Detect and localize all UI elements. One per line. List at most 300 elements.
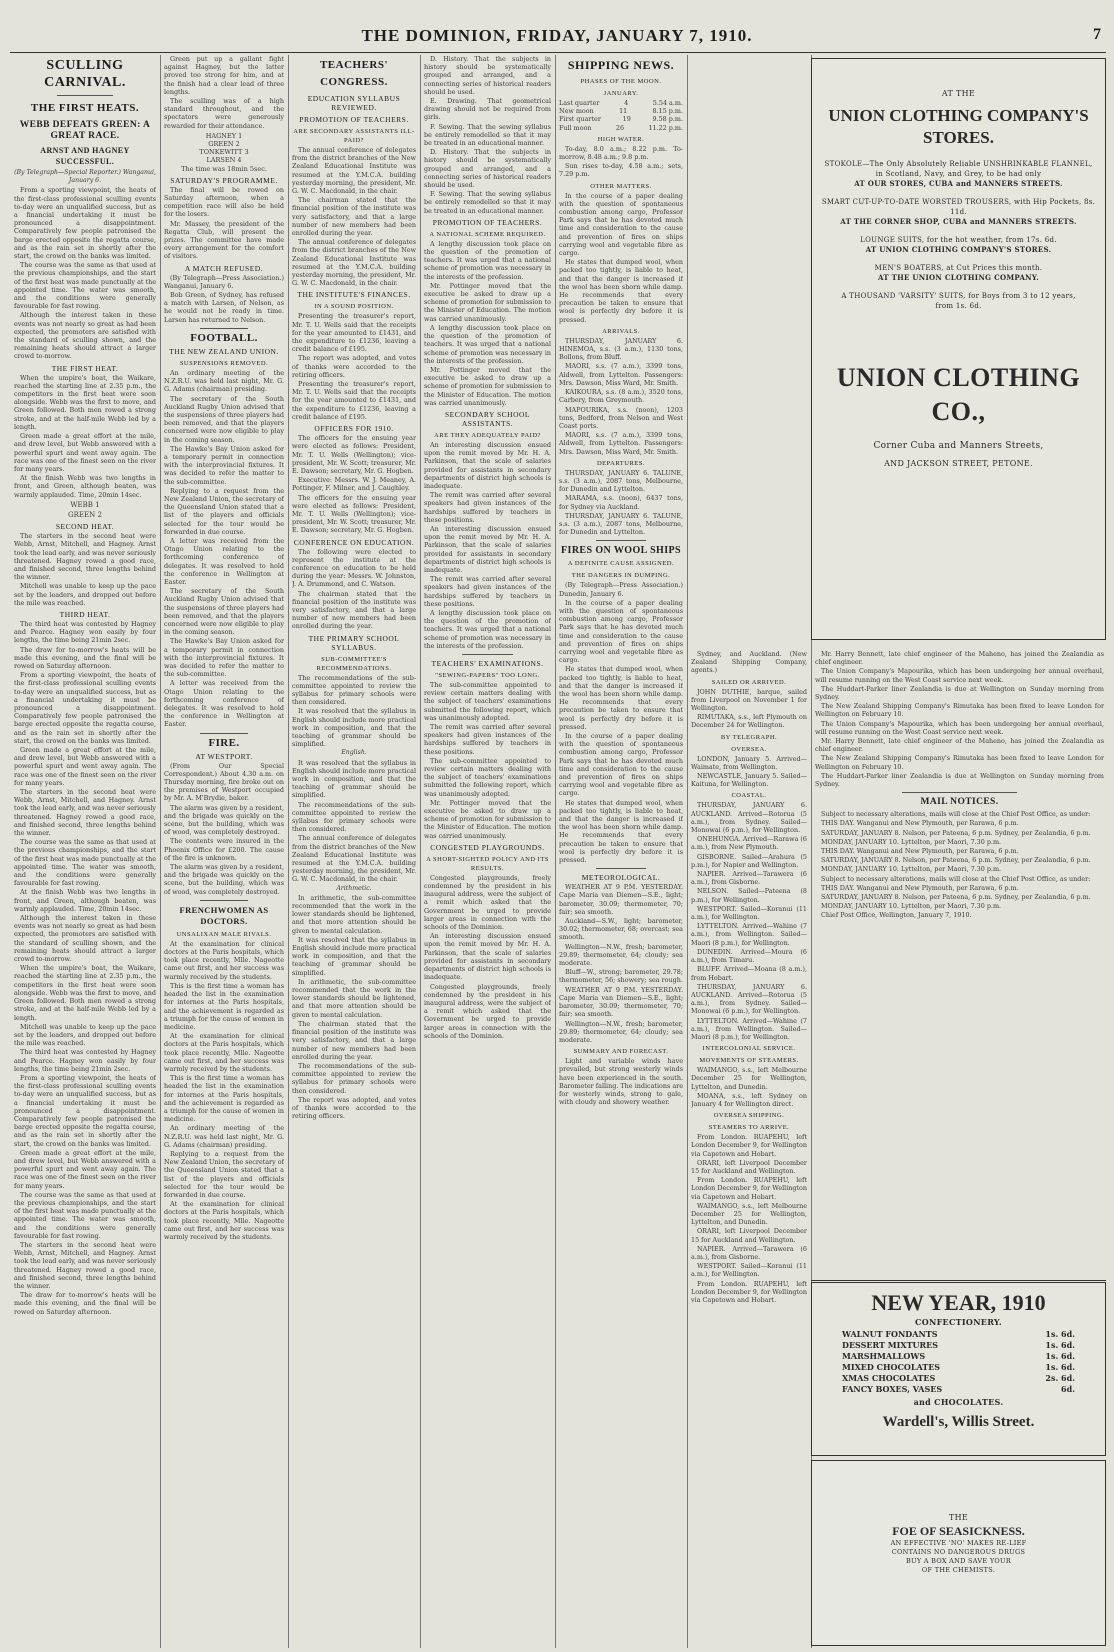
- article-paragraph: The Huddart-Parker liner Zealandia is due at Wellington on Sunday morning from Sydney.: [815, 684, 1104, 702]
- article-paragraph: It was resolved that the syllabus in English should include more practical work in composition, and that the teaching of grammar should be simplified.: [292, 707, 416, 749]
- shipping-entry: ONEHUNGA. Arrived—Rarawa (6 a.m.), from New Plymouth.: [691, 835, 807, 852]
- arithmetic-title: Arithmetic.: [336, 884, 372, 892]
- article-paragraph: The draw for to-morrow's heats will be made this evening, and the final will be rowed on Saturday afternoon.: [14, 645, 156, 670]
- article-paragraph: An interesting discussion ensued upon the remit moved by Mr. H. A. Parkinson, that the scale of salaries provided for assistants in secondary departments of district high schools is inadequate.: [424, 524, 551, 574]
- article-paragraph: The annual conference of delegates from the district branches of the New Zealand Educational Institute was resumed at the Y.M.C.A. building yesterday morning, the president, Mr. G. W. C. Macdonald, in the chair.: [292, 146, 416, 196]
- mail-entry: Subject to necessary alterations, mails will close at the Chief Post Office, as under:: [821, 874, 1091, 883]
- ad-address1: Corner Cuba and Manners Streets,: [873, 441, 1044, 451]
- article-paragraph: This is the first time a woman has headed the list in the examination for internes at the Paris hospitals, and the achievement is regarded as a triumph for the cause of women in medicine.: [164, 1074, 284, 1124]
- item-price: 2s. 6d.: [1045, 1373, 1075, 1383]
- meteor-title: METEOROLOGICAL.: [581, 873, 661, 883]
- officers-title: OFFICERS FOR 1910.: [314, 424, 394, 434]
- column-3: [292, 55, 416, 1648]
- item-name: WALNUT FONDANTS: [842, 1329, 938, 1339]
- article-paragraph: The New Zealand Shipping Company's Rimutaka has been fixed to leave London for Wellington on February 10.: [815, 754, 1104, 771]
- shipping-entry: WESTPORT. Sailed—Koranui (11 a.m.), for Wellington.: [691, 1262, 807, 1279]
- shipping-entry: ORARI, left Liverpool December 15 for Auckland and Wellington.: [691, 1158, 807, 1175]
- moon-day: 26: [615, 123, 625, 132]
- shipping-headline: SHIPPING NEWS.: [567, 58, 675, 72]
- article-paragraph: The sub-committee appointed to review certain matters dealing with the subject of teachers' examinations submitted the following report, which was unanimously adopted.: [424, 681, 551, 722]
- oversea-title: OVERSEA SHIPPING.: [713, 1112, 785, 1120]
- syllabus-title: THE PRIMARY SCHOOL SYLLABUS.: [308, 633, 400, 652]
- item-name: XMAS CHOCOLATES: [842, 1373, 936, 1383]
- article-paragraph: Congested playgrounds, freely condemned by the president in his inaugural address, were the subject of a remit which asked that the Government be urged to provide larger areas in connection with the schools of the Dominion.: [424, 982, 551, 1040]
- article-paragraph: A letter was received from the Otago Union relating to the forthcoming conference of delegates. It was resolved to hold the conference in Wellington at Easter.: [164, 536, 284, 586]
- article-paragraph: In the course of a paper dealing with the question of spontaneous combustion among cargo, Professor Park says that he has devoted much time and consideration to the cause and prevention of fires on ships carrying wool and vegetable fibre as cargo.: [559, 732, 683, 798]
- mail-entry: MONDAY, JANUARY 10. Lyttelton, per Maori, 7.30 p.m.: [821, 865, 1002, 874]
- article-paragraph: Mr. Harry Bennett, late chief engineer of the Maheno, has joined the Zealandia as chief engineer.: [815, 737, 1104, 754]
- article-paragraph: He states that dumped wool, when packed too tightly, is liable to heat, and that the danger is increased if the wool has been shorn while damp. He recommends that every precaution be taken to ensure that wool is perfectly dry before it is pressed.: [559, 798, 683, 865]
- shipping-entry: From London. RUAPEHU, left London December 9, for Wellington via Capetown and Hobart.: [691, 1133, 807, 1158]
- article-paragraph: From a sporting viewpoint, the heats of the first-class professional sculling events to-day were an unqualified success, but as a financial undertaking it must be pronounced a disappointment. Comparatively few people patronised the barge erected opposite the regatta course, and as the rain set in shortly after the start, the crowd on the banks was limited.: [14, 186, 156, 261]
- article-paragraph: The sub-committee appointed to review certain matters dealing with the subject of teachers' examinations submitted the following report, which was unanimously adopted.: [424, 756, 551, 798]
- article-paragraph: Mitchell was unable to keep up the pace set by the leaders, and dropped out before the mile was reached.: [14, 582, 156, 607]
- article-paragraph: Bob Green, of Sydney, has refused a match with Larsen, of Nelson, as he would not be ready in time. Larsen has returned to Nelson.: [164, 291, 284, 324]
- english-title: English.: [341, 749, 367, 757]
- ad-line: MEN'S BOATERS, at Cut Prices this month.: [874, 264, 1043, 272]
- column-rule: [160, 55, 161, 1648]
- weather-entry: Wellington—N.W., fresh; barometer, 29.89; thermometer, 64; cloudy; sea moderate.: [559, 1019, 683, 1044]
- article-paragraph: Replying to a request from the New Zealand Union, the secretary of the Queensland Union stated that a list of the players and officials selected for the tour would be forwarded in due course.: [164, 1149, 284, 1199]
- coastal-title: COASTAL.: [731, 792, 767, 800]
- article-paragraph: At the examination for clinical doctors at the Paris hospitals, which took place recently, Mlle. Nageotte came out first, and her success was warmly received by the students.: [164, 1200, 284, 1241]
- moon-row: [559, 115, 683, 123]
- column-1: [14, 55, 156, 1648]
- moon-time: 5.54 a.m.: [652, 99, 683, 107]
- refused-title: A MATCH REFUSED.: [184, 263, 264, 273]
- shipping-entry: MOANA, s.s., left Sydney on January 4 for Wellington direct.: [691, 1091, 807, 1108]
- mail-entry: MONDAY, JANUARY 10. Lyttelton, per Maori, 7.30 p.m.: [821, 902, 1002, 911]
- mail-entry: THIS DAY. Wanganui and New Plymouth, per Rarawa, 6 p.m.: [821, 819, 1019, 828]
- article-paragraph: The third heat was contested by Hagney and Pearce. Hagney won easily by four lengths, the time being 21min 2sec.: [14, 1048, 156, 1073]
- union-clothing-ad: [811, 58, 1106, 640]
- article-paragraph: The third heat was contested by Hagney and Pearce. Hagney won easily by four lengths, the time being 21min 2sec.: [14, 619, 156, 645]
- article-paragraph: The draw for to-morrow's heats will be made this evening, and the final will be rowed on Saturday afternoon.: [14, 1291, 156, 1316]
- column-4: [424, 55, 551, 1648]
- article-paragraph: The Union Company's Mapourika, which has been undergoing her annual overhaul, will resume running on the West Coast service next week.: [815, 719, 1104, 736]
- shipping-entry: LYTTELTON. Arrived—Wahine (7 a.m.), from Wellington. Sailed—Maori (8 p.m.), for Wellington.: [691, 1016, 807, 1041]
- article-paragraph: The sculling was of a high standard throughout, and the spectators were generously rewarded for their attendance.: [164, 97, 284, 130]
- article-paragraph: The recommendations of the sub-committee appointed to review the syllabus for primary schools were then considered.: [292, 1061, 416, 1095]
- shipping-entry: THURSDAY, JANUARY 6. TALUNE, s.s. (3 a.m.), 2087 tons, Melbourne, for Dunedin and Lyttelton.: [559, 511, 683, 537]
- foe-line: CONTAINS NO DANGEROUS DRUGS: [891, 1548, 1026, 1556]
- article-paragraph: It was resolved that the syllabus in English should include more practical work in composition, and that the teaching of grammar should be simplified.: [292, 758, 416, 800]
- result-line: TONKEWITT 3: [199, 148, 249, 157]
- foe-line: OF THE CHEMISTS.: [921, 1566, 996, 1574]
- article-paragraph: The starters in the second heat were Webb, Arnst, Mitchell, and Hagney. Arnst took the lead early, and was never seriously threatened. Hagney rowed a good race, and finished second, three lengths behind the winner.: [14, 788, 156, 838]
- shipping-entry: From London. RUAPEHU, left London December 9, for Wellington via Capetown and Hobart.: [691, 1176, 807, 1201]
- football-sub: THE NEW ZEALAND UNION.: [169, 346, 279, 356]
- sailed-title: SAILED OR ARRIVED.: [711, 678, 787, 686]
- article-paragraph: An ordinary meeting of the N.Z.R.U. was held last night, Mr. G. G. Adams (chairman) presiding.: [164, 368, 284, 394]
- article-paragraph: Replying to a request from the New Zealand Union, the secretary of the Queensland Union stated that a list of the players and officials selected for the tour would be forwarded in due course.: [164, 486, 284, 536]
- article-paragraph: When the umpire's boat, the Waikare, reached the starting line at 2.35 p.m., the competitors in the first heat were soon alongside. Webb was the first to move, and Green followed. Both men rowed a strong stroke, and at the half-mile Webb led by a length.: [14, 373, 156, 431]
- article-paragraph: Mr. Harry Bennett, late chief engineer of the Maheno, has joined the Zealandia as chief engineer.: [815, 650, 1104, 667]
- shipping-entry: ORARI, left Liverpool December 15 for Auckland and Wellington.: [691, 1227, 807, 1244]
- moon-day: 19: [622, 115, 631, 124]
- teachers-sub2: PROMOTION OF TEACHERS.: [299, 115, 409, 124]
- high-water-title: HIGH WATER.: [597, 135, 645, 143]
- article-paragraph: (By Telegraph—Press Association.) Wanganui, January 6.: [164, 273, 284, 290]
- article-paragraph: The contents were insured in the Phoenix Office for £200. The cause of the fire is unknown.: [164, 837, 284, 862]
- article-paragraph: Mr. Pottinger moved that the executive be asked to draw up a scheme of promotion for submission to the Minister of Education. The motion was carried unanimously.: [424, 365, 551, 407]
- secondary-title: SECONDARY SCHOOL ASSISTANTS.: [444, 409, 531, 428]
- shipping-entry: THURSDAY, JANUARY 6. HINEMOA, s.s. (3 a.m.), 1130 tons, Bollons, from Bluff.: [559, 336, 683, 362]
- doctors-sub: UNSALIXAN MALE RIVALS.: [176, 930, 272, 938]
- article-paragraph: The recommendations of the sub-committee appointed to review the syllabus for primary schools were then considered.: [292, 673, 416, 707]
- item-name: DESSERT MIXTURES: [842, 1340, 939, 1350]
- item-price: 1s. 6d.: [1045, 1329, 1075, 1339]
- ny-sub: CONFECTIONERY.: [915, 1317, 1002, 1327]
- shipping-entry: LYTTELTON. Arrived—Wahine (7 a.m.), from Wellington. Sailed—Maori (8 p.m.), for Wellington.: [691, 922, 807, 947]
- article-paragraph: The alarm was given by a resident, and the brigade was quickly on the scene, but the building, which was of wood, was completely destroyed.: [164, 863, 284, 896]
- article-paragraph: In the course of a paper dealing with the question of spontaneous combustion among cargo, Professor Park says that he has devoted much time and consideration to the cause and prevention of fires on ships carrying wool and vegetable fibre as cargo.: [559, 598, 683, 665]
- article-paragraph: The Union Company's Mapourika, which has been undergoing her annual overhaul, will resume running on the West Coast service next week.: [815, 667, 1104, 684]
- secondary-sub: ARE THEY ADEQUATELY PAID?: [434, 431, 541, 439]
- article-paragraph: From a sporting viewpoint, the heats of the first-class professional sculling events to-day were an unqualified success, but as a financial undertaking it must be pronounced a disappointment. Comparatively few people patronised the barge erected opposite the regatta course, and as the rain set in shortly after the start, the crowd on the banks was limited.: [14, 671, 156, 745]
- moon-row: [559, 124, 683, 132]
- article-paragraph: The starters in the second heat were Webb, Arnst, Mitchell, and Hagney. Arnst took the lead early, and was never seriously threatened. Hagney rowed a good race, and finished second, three lengths behind the winner.: [14, 1240, 156, 1290]
- telegraph-title: BY TELEGRAPH.: [720, 733, 778, 741]
- article-paragraph: The report was adopted, and votes of thanks were accorded to the retiring officers.: [292, 1095, 416, 1121]
- shipping-entry: NEWCASTLE, January 5. Sailed—Kaituna, for Wellington.: [691, 772, 807, 789]
- playgrounds-sub: A SHORT-SIGHTED POLICY AND ITS RESULTS.: [426, 855, 549, 872]
- article-paragraph: An ordinary meeting of the N.Z.R.U. was held last night, Mr. G. G. Adams (chairman) presiding.: [164, 1124, 284, 1149]
- teachers-headline: TEACHERS' CONGRESS.: [319, 59, 389, 88]
- article-paragraph: An interesting discussion ensued upon the remit moved by Mr. H. A. Parkinson, that the scale of salaries provided for assistants in secondary departments of district high schools is inadequate.: [424, 440, 551, 490]
- article-paragraph: The remit was carried after several speakers had given instances of the hardships suffered by teachers in these positions.: [424, 491, 551, 524]
- ny-note: and CHOCOLATES.: [913, 1397, 1004, 1407]
- article-paragraph: When the umpire's boat, the Waikare, reached the starting line at 2.35 p.m., the competitors in the first heat were soon alongside. Webb was the first to move, and Green followed. Both men rowed a strong stroke, and at the half-mile Webb led by a length.: [14, 964, 156, 1022]
- article-paragraph: The secretary of the South Auckland Rugby Union advised that the suspensions of three players had been removed, and that the players concerned were now eligible to play in the coming season.: [164, 394, 284, 444]
- article-paragraph: Mitchell was unable to keep up the pace set by the leaders, and dropped out before the mile was reached.: [14, 1022, 156, 1048]
- mail-entry: MONDAY, JANUARY 10. Lyttelton, per Maori, 7.30 p.m.: [821, 837, 1002, 846]
- article-paragraph: (By Telegraph—Press Association.) Dunedin, January 6.: [559, 581, 683, 598]
- price-row: [842, 1384, 1075, 1395]
- article-paragraph: At the finish Webb was two lengths in front, and Green, although beaten, was warmly applauded. Time, 20min 14sec.: [14, 888, 156, 913]
- third-heat-title: THIRD HEAT.: [59, 609, 111, 619]
- price-row: [842, 1373, 1075, 1384]
- ad-line: A THOUSAND 'VARSITY' SUITS, for Boys from 3 to 12 years, from 1s. 6d.: [841, 292, 1076, 310]
- result-line: HAGNEY 1: [205, 131, 243, 140]
- article-paragraph: The remit was carried after several speakers had given instances of the hardships suffered by teachers in these positions.: [424, 575, 551, 608]
- foe-title: FOE OF SEASICKNESS.: [892, 1524, 1025, 1538]
- ad-line: AT THE CORNER SHOP, CUBA and MANNERS STREETS.: [840, 217, 1077, 226]
- article-paragraph: At the examination for clinical doctors at the Paris hospitals, which took place recently, Mlle. Nageotte came out first, and her success was warmly received by the students.: [164, 939, 284, 981]
- shipping-entry: MAPOURIKA, s.s. (noon), 1203 tons, Bedford, from Nelson and West Coast ports.: [559, 405, 683, 430]
- ny-price-list: [812, 1327, 1105, 1397]
- article-paragraph: The remit was carried after several speakers had given instances of the hardships suffered by teachers in these positions.: [424, 723, 551, 756]
- result-line: WEBB 1: [70, 500, 100, 509]
- article-paragraph: From a sporting viewpoint, the heats of the first-class professional sculling events to-day were an unqualified success, but as a financial undertaking it must be pronounced a disappointment. Comparatively few people patronised the barge erected opposite the regatta course, and as the rain set in shortly after the start, the crowd on the banks was limited.: [14, 1073, 156, 1148]
- result-line: LARSEN 4: [206, 156, 242, 165]
- price-row: [842, 1362, 1075, 1373]
- ad-line: AT THE UNION CLOTHING COMPANY.: [877, 273, 1040, 282]
- moon-day: 4: [624, 99, 629, 107]
- moon-phase: New moon: [559, 107, 594, 116]
- item-name: MARSHMALLOWS: [842, 1351, 926, 1361]
- ad-address2: AND JACKSON STREET, PETONE.: [884, 459, 1033, 468]
- article-paragraph: Although the interest taken in these events was not nearly so great as had been expected, the promoters are satisfied with the standard of sculling shown, and the remaining heats should attract a larger crowd to-morrow.: [14, 914, 156, 964]
- moon-phase: Full moon: [559, 123, 592, 132]
- shipping-entry: WAIMANGO, s.s., left Melbourne December 25 for Wellington, Lyttelton, and Dunedin.: [691, 1201, 807, 1227]
- weather-entry: WEATHER AT 9 P.M. YESTERDAY. Cape Maria van Diemen—S.E., light; barometer, 30.09; thermometer, 70; fair; sea smooth.: [559, 985, 683, 1019]
- shipping-entry: Sydney, and Auckland. (New Zealand Shipping Company, agents.): [691, 650, 807, 675]
- weather-entry: Auckland—S.W., light; barometer, 30.02; thermometer, 68; overcast; sea smooth.: [559, 917, 683, 942]
- ad-line: STOKOLE—The Only Absolutely Reliable UNSHRINKABLE FLANNEL, in Scotland, Navy, and Grey, to be had only: [824, 160, 1093, 178]
- article-paragraph: The final will be rowed on Saturday afternoon, when a competition race will also be held for the losers.: [164, 185, 284, 219]
- forecast-title: SUMMARY AND FORECAST.: [573, 1048, 669, 1056]
- article-paragraph: The chairman stated that the financial position of the institute was very satisfactory, and that a large number of new members had been enrolled during the year.: [292, 196, 416, 238]
- movements-title: MOVEMENTS OF STEAMERS.: [699, 1057, 799, 1065]
- article-paragraph: The course was the same as that used at the previous championships, and the start of the first heat was made punctually at the appointed time. The water was smooth, and the conditions were generally favourable for fast rowing.: [14, 1190, 156, 1240]
- article-paragraph: Presenting the treasurer's report, Mr. T. U. Wells said that the receipts for the year amounted to £1431, and the expenditure to £1236, leaving a credit balance of £195.: [292, 312, 416, 354]
- foe-the: THE: [948, 1513, 969, 1522]
- oversea-sub: STEAMERS TO ARRIVE.: [708, 1124, 790, 1132]
- weather-entry: Bluff—W., strong; barometer, 29.78; thermometer, 56; showery; sea rough.: [559, 968, 683, 985]
- article-paragraph: Executive: Messrs. W. J. Meaney, A. Pottinger, F. Milner, and J. Caughley.: [292, 476, 416, 493]
- matters-title: OTHER MATTERS.: [590, 182, 652, 190]
- fires-sub2: THE DANGERS IN DUMPING.: [571, 572, 671, 580]
- column-rule: [420, 55, 421, 1648]
- arrivals-title: ARRIVALS.: [602, 327, 640, 335]
- article-paragraph: F. Sewing. That the sewing syllabus be entirely remodelled so that it may be treated in an educational manner.: [424, 190, 551, 215]
- result-line: GREEN 2: [208, 140, 240, 149]
- page-number: 7: [1093, 26, 1102, 43]
- article-paragraph: It was resolved that the syllabus in English should include more practical work in composition, and that the teaching of grammar should be simplified.: [292, 935, 416, 977]
- fires-sub: A DEFINITE CAUSE ASSIGNED.: [567, 560, 675, 568]
- article-paragraph: He states that dumped wool, when packed too tightly, is liable to heat, and that the danger is increased if the wool has been shorn while damp. He recommends that every precaution be taken to ensure that wool is perfectly dry before it is pressed.: [559, 258, 683, 324]
- article-paragraph: Green put up a gallant fight against Hagney, but the latter proved too strong for him, and at the finish had a clear lead of three lengths.: [164, 55, 284, 96]
- second-heat-title: SECOND HEAT.: [55, 522, 115, 532]
- article-paragraph: The starters in the second heat were Webb, Arnst, Mitchell, and Hagney. Arnst took the lead early, and was never seriously threatened. Hagney rowed a good race, and finished second, three lengths behind the winner.: [14, 532, 156, 582]
- masthead-title: THE DOMINION, FRIDAY, JANUARY 7, 1910.: [361, 26, 753, 45]
- finances-title: THE INSTITUTE'S FINANCES.: [297, 290, 411, 300]
- article-paragraph: The annual conference of delegates from the district branches of the New Zealand Educational Institute was resumed at the Y.M.C.A. building yesterday morning, the president, Mr. G. W. C. Macdonald, in the chair.: [292, 834, 416, 884]
- masthead-rule: [10, 52, 1106, 53]
- item-price: 1s. 6d.: [1045, 1351, 1075, 1361]
- article-paragraph: In the course of a paper dealing with the question of spontaneous combustion among cargo, Professor Park says that he has devoted much time and consideration to the cause and prevention of fires on ships carrying wool and vegetable fibre as cargo.: [559, 191, 683, 258]
- article-paragraph: The Hawke's Bay Union asked for a temporary permit in connection with the interprovincial fixtures. It was decided to refer the matter to the sub-committee.: [164, 637, 284, 679]
- fire-title: FIRE.: [208, 736, 240, 749]
- price-row: [842, 1329, 1075, 1340]
- article-paragraph: The officers for the ensuing year were elected as follows: President, Mr. T. U. Wells (Wellington); vice-president, Mr. W. Scott; treasurer, Mr. E. Dawson; secretary, Mr. G. Hogben.: [292, 434, 416, 475]
- shipping-entry: THURSDAY, JANUARY 6. AUCKLAND. Arrived—Rotorua (5 a.m.), from Sydney. Sailed—Monowai (6 p.m.), for Wellington.: [691, 801, 807, 835]
- article-paragraph: Green made a great effort at the mile, and drew level, but Webb answered with a powerful spurt and went away again. The race was one of the finest seen on the river for many years.: [14, 1148, 156, 1190]
- article-paragraph: Mr. Massey, the president of the Regatta Club, will present the prizes. The committee have made every arrangement for the comfort of visitors.: [164, 219, 284, 261]
- article-paragraph: Green made a great effort at the mile, and drew level, but Webb answered with a powerful spurt and went away again. The race was one of the finest seen on the river for many years.: [14, 432, 156, 473]
- shipping-entry: NAPIER. Arrived—Tarawera (6 a.m.), from Gisborne.: [691, 1244, 807, 1261]
- article-paragraph: Mr. Pottinger moved that the executive be asked to draw up a scheme of promotion for submission to the Minister of Education. The motion was carried unanimously.: [424, 281, 551, 323]
- ad-at-the: AT THE: [941, 89, 976, 98]
- shipping-entry: From London. RUAPEHU, left London December 9, for Wellington via Capetown and Hobart.: [691, 1279, 807, 1304]
- intercolonial-title: INTERCOLONIAL SERVICE.: [702, 1045, 796, 1053]
- shipping-entry: MAORI, s.s. (7 a.m.), 3399 tons, Aldwell, from Lyttelton. Passengers: Mrs. Dawson, Miss Ward, Mr. Smith.: [559, 362, 683, 387]
- seasickness-ad: [811, 1460, 1106, 1646]
- shipping-entry: NAPIER. Arrived—Tarawera (6 a.m.), from Gisborne.: [691, 870, 807, 887]
- departures-title: DEPARTURES.: [596, 459, 646, 467]
- mail-entry: THIS DAY. Wanganui and New Plymouth, per Rarawa, 6 p.m.: [821, 847, 1019, 856]
- article-paragraph: In arithmetic, the sub-committee recommended that the work in the lower standards should be lightened, and that more attention should be given to mental calculation.: [292, 977, 416, 1019]
- moon-row: [559, 99, 683, 107]
- moon-time: 9.58 p.m.: [652, 115, 683, 124]
- article-paragraph: The chairman stated that the financial position of the institute was very satisfactory, and that a large number of new members had been enrolled during the year.: [292, 589, 416, 631]
- new-year-ad: [811, 1282, 1106, 1456]
- shipping-entry: MAORI, s.s. (7 a.m.), 3399 tons, Aldwell, from Lyttelton. Passengers: Mrs. Dawson, Miss Ward, Mr. Smith.: [559, 431, 683, 456]
- fires-headline: FIRES ON WOOL SHIPS: [561, 545, 681, 557]
- article-paragraph: The alarm was given by a resident, and the brigade was quickly on the scene, but the building, which was of wood, was completely destroyed.: [164, 803, 284, 837]
- football-title: FOOTBALL.: [190, 331, 258, 344]
- football-sub2: SUSPENSIONS REMOVED.: [179, 359, 269, 367]
- column-rule: [555, 55, 556, 1648]
- column-5: [559, 55, 683, 1648]
- article-paragraph: D. History. That the subjects in history should be systematically grouped and arranged, and a connecting series of historical readers should be used.: [424, 148, 551, 190]
- teachers-sub3: ARE SECONDARY ASSISTANTS ILL-PAID?: [293, 128, 415, 144]
- shipping-entry: WAIMANGO, s.s., left Melbourne December 25 for Wellington, Lyttelton, and Dunedin.: [691, 1066, 807, 1091]
- item-price: 1s. 6d.: [1045, 1340, 1075, 1350]
- shipping-entry: KAIKOURA, s.s. (8 a.m.), 3520 tons, Carbery, from Greymouth.: [559, 388, 683, 405]
- article-paragraph: In arithmetic, the sub-committee recommended that the work in the lower standards should be lightened, and that more attention should be given to mental calculation.: [292, 893, 416, 935]
- masthead: [0, 26, 1114, 48]
- ad-company: UNION CLOTHING CO.,: [836, 363, 1081, 426]
- result-time: The time was 18min 5sec.: [181, 164, 267, 173]
- article-paragraph: A letter was received from the Otago Union relating to the forthcoming conference of delegates. It was resolved to hold the conference in Wellington at Easter.: [164, 679, 284, 729]
- moon-day: 11: [619, 107, 628, 116]
- exams-title: TEACHERS' EXAMINATIONS.: [431, 659, 544, 668]
- article-paragraph: An interesting discussion ensued upon the remit moved by Mr. H. A. Parkinson, that the scale of salaries provided for assistants in secondary departments of district high schools is inadequate.: [424, 932, 551, 982]
- price-row: [842, 1340, 1075, 1351]
- first-heat-title: THE FIRST HEAT.: [51, 363, 119, 373]
- mail-entry: SATURDAY, JANUARY 8. Nelson, per Pateena, 6 p.m. Sydney, per Zealandia, 6 p.m.: [821, 828, 1091, 837]
- item-price: 6d.: [1061, 1384, 1075, 1394]
- arnst-subhead: ARNST AND HAGNEY SUCCESSFUL.: [40, 146, 130, 166]
- article-paragraph: The report was adopted, and votes of thanks were accorded to the retiring officers.: [292, 354, 416, 379]
- sun-times: Sun rises to-day, 4.58 a.m.; sets, 7.29 p.m.: [559, 162, 683, 179]
- item-price: 1s. 6d.: [1045, 1362, 1075, 1372]
- mail-entry: Subject to necessary alterations, mails will close at the Chief Post Office, as under:: [821, 810, 1091, 819]
- article-paragraph: The course was the same as that used at the previous championships, and the start of the first heat was made punctually at the appointed time. The water was smooth, and the conditions were generally favourable for fast rowing.: [14, 838, 156, 888]
- foe-line: AN EFFECTIVE 'NO' MAKES RE-LIEF: [890, 1539, 1027, 1547]
- article-paragraph: At the examination for clinical doctors at the Paris hospitals, which took place recently, Mlle. Nageotte came out first, and her success was warmly received by the students.: [164, 1032, 284, 1073]
- doctors-title: FRENCHWOMEN AS DOCTORS.: [179, 904, 269, 926]
- item-name: MIXED CHOCOLATES: [842, 1362, 941, 1372]
- playgrounds-title: CONGESTED PLAYGROUNDS.: [430, 842, 545, 852]
- fire-sub: AT WESTPORT.: [195, 751, 253, 761]
- article-paragraph: The New Zealand Shipping Company's Rimutaka has been fixed to leave London for Wellington on February 10.: [815, 702, 1104, 719]
- postmaster: Chief Post Office, Wellington, January 7, 1910.: [821, 911, 972, 920]
- promotion-sub: A NATIONAL SCHEME REQUIRED.: [429, 230, 546, 238]
- article-paragraph: Presenting the treasurer's report, Mr. T. U. Wells said that the receipts for the year amounted to £1431, and the expenditure to £1236, leaving a credit balance of £195.: [292, 380, 416, 421]
- shipping-entry: GISBORNE. Sailed—Arahura (5 p.m.), for Napier and Wellington.: [691, 852, 807, 869]
- ad-line: AT OUR STORES, CUBA and MANNERS STREETS.: [854, 179, 1063, 188]
- column-rule: [687, 55, 688, 1648]
- shipping-entry: BLUFF. Arrived—Moana (8 a.m.), from Hobart.: [691, 965, 807, 982]
- article-paragraph: The following were elected to represent the institute at the conference on education to be held during the year: Messrs. W. Johnston, J. A. Drummond, and C. Watson.: [292, 547, 416, 589]
- article-paragraph: E. Drawing. That geometrical drawing should not be required from girls.: [424, 97, 551, 122]
- article-paragraph: Congested playgrounds, freely condemned by the president in his inaugural address, were the subject of a remit which asked that the Government be urged to provide larger areas in connection with the schools of the Dominion.: [424, 873, 551, 932]
- ad-line: AT UNION CLOTHING COMPANY'S STORES.: [865, 245, 1052, 254]
- ny-title: NEW YEAR, 1910: [871, 1290, 1046, 1315]
- article-paragraph: The course was the same as that used at the previous championships, and the start of the first heat was made punctually at the appointed time. The water was smooth, and the conditions were generally favourable for fast rowing.: [14, 261, 156, 311]
- conference-title: CONFERENCE ON EDUCATION.: [293, 537, 415, 547]
- mail-entry: SATURDAY, JANUARY 8. Nelson, per Pateena, 6 p.m. Sydney, per Zealandia, 6 p.m.: [821, 856, 1091, 865]
- column-rule: [288, 55, 289, 1648]
- weather-entry: Wellington—N.W., fresh; barometer, 29.89; thermometer, 64; cloudy; sea moderate.: [559, 942, 683, 968]
- high-water: To-day, 8.0 a.m.; 8.22 p.m. To-morrow, 8.48 a.m.; 9.8 p.m.: [559, 144, 683, 162]
- ad-divider: [811, 1280, 1106, 1281]
- finances-sub: IN A SOUND POSITION.: [314, 303, 394, 311]
- moon-phase: Last quarter: [559, 99, 600, 107]
- mail-entry: SATURDAY, JANUARY 8. Nelson, per Pateena, 6 p.m. Sydney, per Zealandia, 6 p.m.: [821, 893, 1091, 902]
- shipping-entry: NELSON. Sailed—Pateena (8 p.m.), for Wellington.: [691, 887, 807, 904]
- article-paragraph: At the finish Webb was two lengths in front, and Green, although beaten, was warmly applauded. Time, 20min 14sec.: [14, 474, 156, 499]
- article-paragraph: The Hawke's Bay Union asked for a temporary permit in connection with the interprovincial fixtures. It was decided to refer the matter to the sub-committee.: [164, 444, 284, 486]
- forecast: Light and variable winds have prevailed, but strong westerly winds have been experienced in the south. Barometer falling. The indications are for westerly winds, strong to gale, with cloudy and showery weather.: [559, 1057, 683, 1107]
- mail-entry: THIS DAY. Wanganui and New Plymouth, per Rarawa, 6 p.m.: [821, 883, 1019, 892]
- weather-entry: WEATHER AT 9 P.M. YESTERDAY. Cape Maria van Diemen—S.E., light; barometer, 30.09; thermometer, 70; fair; sea smooth.: [559, 883, 683, 916]
- article-paragraph: A lengthy discussion took place on the question of the promotion of teachers. It was urged that a national scheme of promotion was necessary in the interests of the profession.: [424, 323, 551, 365]
- ad-line: LOUNGE SUITS, for the hot weather, from 17s. 6d.: [860, 236, 1057, 244]
- shipping-entry: RIMUTAKA, s.s., left Plymouth on December 24 for Wellington.: [691, 713, 807, 730]
- byline: (By Telegraph—Special Reporter.) Wanganui, January 6.: [14, 169, 156, 185]
- price-row: [842, 1351, 1075, 1362]
- webb-subhead: WEBB DEFEATS GREEN: A GREAT RACE.: [19, 120, 151, 141]
- moon-row: [559, 107, 683, 115]
- article-paragraph: Green made a great effort at the mile, and drew level, but Webb answered with a powerful spurt and went away again. The race was one of the finest seen on the river for many years.: [14, 746, 156, 787]
- article-paragraph: The Huddart-Parker liner Zealandia is due at Wellington on Sunday morning from Sydney.: [815, 771, 1104, 789]
- first-heats-subhead: THE FIRST HEATS.: [30, 102, 140, 114]
- syllabus-sub: SUB-COMMITTEE'S RECOMMENDATIONS.: [316, 655, 392, 672]
- article-paragraph: The recommendations of the sub-committee appointed to review the syllabus for primary schools were then considered.: [292, 800, 416, 834]
- moon-month: JANUARY.: [603, 90, 639, 97]
- article-paragraph: This is the first time a woman has headed the list in the examination for internes at the Paris hospitals, and the achievement is regarded as a triumph for the cause of women in medicine.: [164, 981, 284, 1031]
- moon-time: 8.15 p.m.: [652, 107, 683, 116]
- shipping-entry: LONDON, January 5. Arrived—Waimate, from Wellington.: [691, 754, 807, 771]
- moon-title: PHASES OF THE MOON.: [580, 78, 662, 85]
- article-paragraph: F. Sewing. That the sewing syllabus be entirely remodelled so that it may be treated in an educational manner.: [424, 122, 551, 148]
- shipping-entry: JOHN DUTHIE, barque, sailed from Liverpool on November 1 for Wellington.: [691, 687, 807, 713]
- shipping-entry: DUNEDIN. Arrived—Moura (6 a.m.), from Timaru.: [691, 947, 807, 965]
- article-paragraph: The chairman stated that the financial position of the institute was very satisfactory, and that a large number of new members had been enrolled during the year.: [292, 1019, 416, 1061]
- shipping-entry: MARAMA, s.s. (noon), 6437 tons, for Sydney via Auckland.: [559, 494, 683, 511]
- article-paragraph: The secretary of the South Auckland Rugby Union advised that the suspensions of three players had been removed, and that the players concerned were now eligible to play in the coming season.: [164, 587, 284, 637]
- article-paragraph: The officers for the ensuing year were elected as follows: President, Mr. T. U. Wells (Wellington); vice-president, Mr. W. Scott; treasurer, Mr. E. Dawson; secretary, Mr. G. Hogben.: [292, 493, 416, 535]
- programme-title: SATURDAY'S PROGRAMME.: [170, 175, 278, 185]
- sculling-headline: SCULLING CARNIVAL.: [44, 58, 126, 90]
- column-2: [164, 55, 284, 1648]
- ad-line: SMART CUT-UP-TO-DATE WORSTED TROUSERS, with Hip Pockets, 8s. 11d.: [821, 198, 1096, 216]
- ad-title: UNION CLOTHING COMPANY'S STORES.: [828, 106, 1089, 147]
- article-paragraph: He states that dumped wool, when packed too tightly, is liable to heat, and that the danger is increased if the wool has been shorn while damp. He recommends that every precaution be taken to ensure that wool is perfectly dry before it is pressed.: [559, 665, 683, 731]
- item-name: FANCY BOXES, VASES: [842, 1384, 943, 1394]
- result-list: [164, 132, 284, 173]
- exams-sub: "SEWING-PAPERS" TOO LONG.: [435, 672, 540, 679]
- teachers-sub1: EDUCATION SYLLABUS REVIEWED.: [307, 94, 401, 112]
- article-paragraph: The annual conference of delegates from the district branches of the New Zealand Educational Institute was resumed at the Y.M.C.A. building yesterday morning, the president, Mr. G. W. C. Macdonald, in the chair.: [292, 238, 416, 288]
- shipping-entry: WESTPORT. Sailed—Koranui (11 a.m.), for Wellington.: [691, 904, 807, 922]
- article-paragraph: A lengthy discussion took place on the question of the promotion of teachers. It was urged that a national scheme of promotion was necessary in the interests of the profession.: [424, 239, 551, 281]
- article-paragraph: Mr. Pottinger moved that the executive be asked to draw up a scheme of promotion for submission to the Minister of Education. The motion was carried unanimously.: [424, 798, 551, 840]
- shipping-entry: THURSDAY, JANUARY 6. AUCKLAND. Arrived—Rotorua (5 a.m.), from Sydney. Sailed—Monowai (6 p.m.), for Wellington.: [691, 982, 807, 1016]
- ny-shop: Wardell's, Willis Street.: [882, 1414, 1035, 1430]
- article-paragraph: Although the interest taken in these events was not nearly so great as had been expected, the promoters are satisfied with the standard of sculling shown, and the remaining heats should attract a larger crowd to-morrow.: [14, 311, 156, 361]
- promotion-title: PROMOTION OF TEACHERS.: [432, 217, 543, 227]
- result-line: GREEN 2: [68, 510, 102, 519]
- foe-line: BUY A BOX AND SAVE YOUR: [905, 1557, 1012, 1565]
- shipping-entry: THURSDAY, JANUARY 6. TALUNE, s.s. (3 a.m.), 2087 tons, Melbourne, for Dunedin and Lyttelton.: [559, 468, 683, 494]
- article-paragraph: D. History. That the subjects in history should be systematically grouped and arranged, and a connecting series of historical readers should be used.: [424, 55, 551, 96]
- column-7: [815, 650, 1104, 1272]
